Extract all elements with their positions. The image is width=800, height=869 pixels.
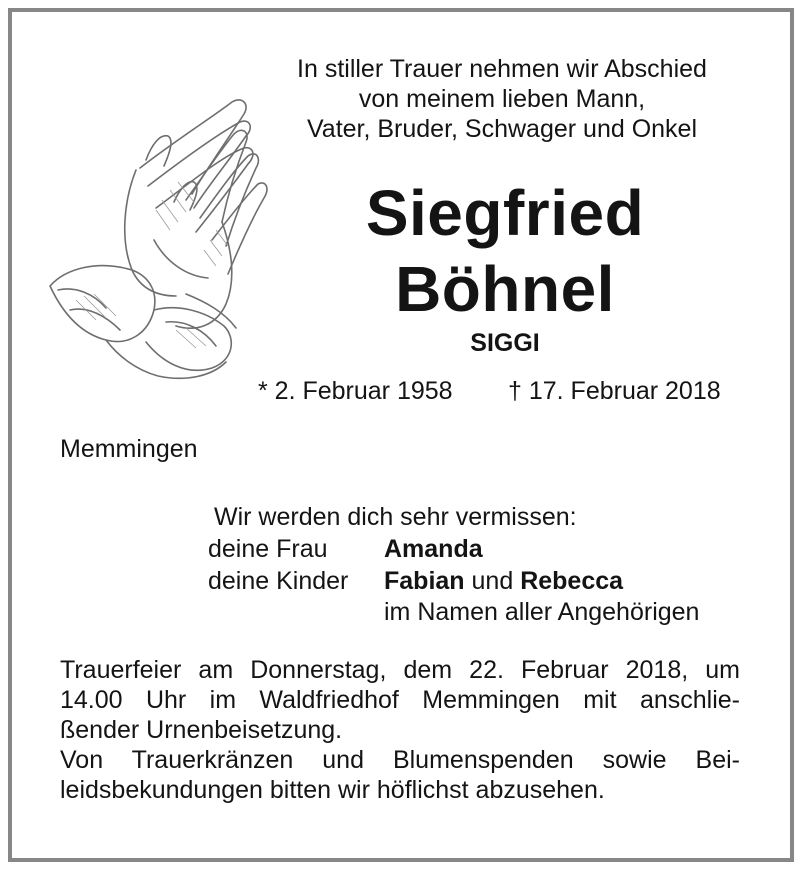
- closing-line: leidsbekundungen bitten wir höflichst abzusehen.: [60, 776, 605, 804]
- mourner-others: im Namen aller Angehörigen: [384, 598, 700, 626]
- place-name: Memmingen: [60, 435, 198, 463]
- child-name: Rebecca: [520, 567, 624, 595]
- miss-line: Wir werden dich sehr vermissen:: [214, 503, 577, 531]
- child-name: Fabian: [384, 567, 465, 595]
- praying-hands-icon: [36, 90, 276, 390]
- children-names: [384, 566, 623, 596]
- mourner-name: Amanda: [384, 535, 483, 563]
- deceased-first-name: Siegfried: [365, 177, 645, 249]
- deceased-last-name: Böhnel: [395, 253, 615, 325]
- closing-line: ßender Urnenbeisetzung.: [60, 716, 343, 744]
- intro-line: von meinem lieben Mann,: [358, 85, 646, 113]
- intro-line: Vater, Bruder, Schwager und Onkel: [306, 115, 698, 143]
- birth-date: * 2. Februar 1958: [258, 377, 453, 405]
- closing-line: 14.00 Uhr im Waldfriedhof Memmingen mit anschlie-: [60, 686, 740, 714]
- conjunction: und: [471, 567, 514, 595]
- closing-line: Trauerfeier am Donnerstag, dem 22. Februar 2018, um: [60, 656, 740, 684]
- mourner-label: deine Frau: [208, 535, 328, 563]
- deceased-nickname: SIGGI: [470, 329, 540, 357]
- death-date: † 17. Februar 2018: [508, 377, 721, 405]
- life-dates: [258, 376, 742, 406]
- intro-text: [262, 54, 742, 144]
- closing-line: Von Trauerkränzen und Blumenspenden sowie Bei-: [60, 746, 740, 774]
- intro-line: In stiller Trauer nehmen wir Abschied: [297, 55, 707, 83]
- mourner-label: deine Kinder: [208, 567, 349, 595]
- closing-text: [60, 655, 740, 805]
